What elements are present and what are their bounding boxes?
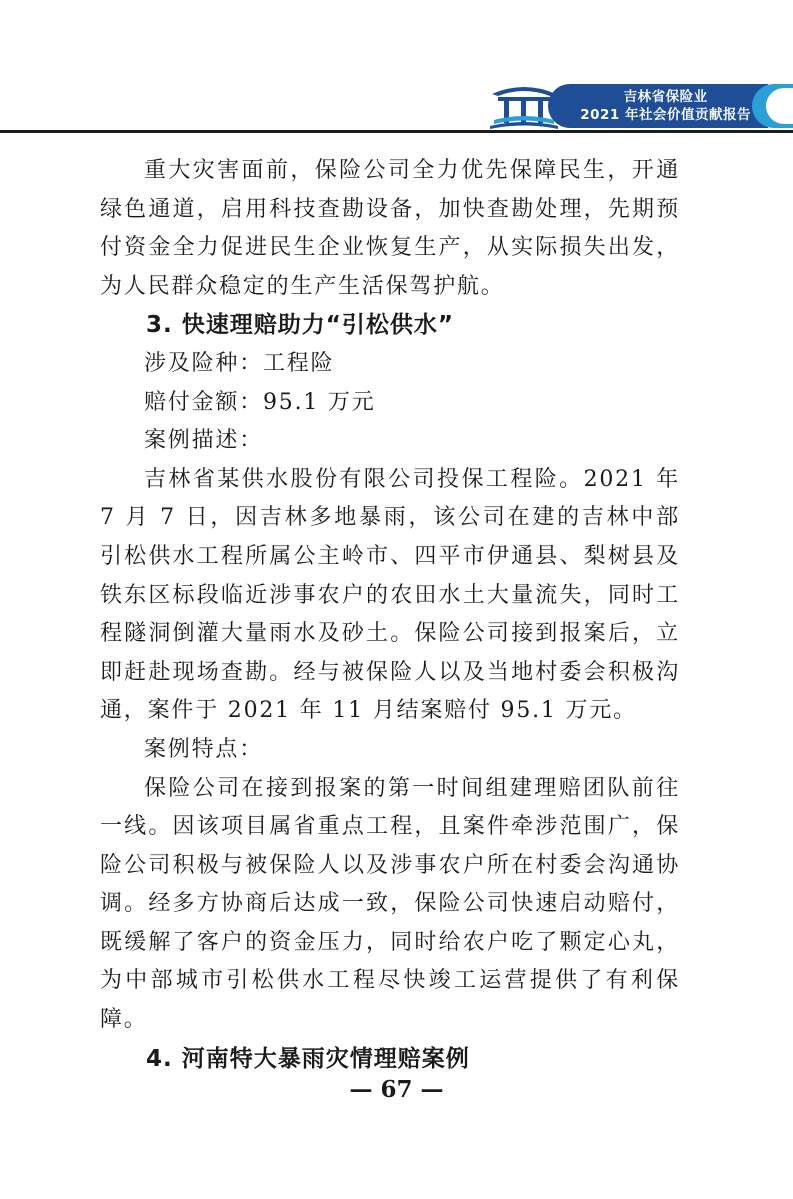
header-title-line1: 吉林省保险业	[623, 89, 708, 105]
page-header	[0, 0, 793, 140]
case-description-label: 案例描述：	[144, 428, 264, 454]
insurance-type-line: 涉及险种：工程险	[144, 350, 335, 376]
section-heading-3: 3. 快速理赔助力“引松供水”	[146, 312, 454, 339]
case-description: 吉林省某供水股份有限公司投保工程险。2021 年 7 月 7 日，因吉林多地暴雨，该公司在建的吉林中部引松供水工程所属公主岭市、四平市伊通县、梨树县及铁东区标段临近涉事农户的农田水土大量流失，同时工程隧洞倒灌大量雨水及砂土。保险公司接到报案后，立即赶赴现场查勘。经与被保险人以及当地村委会积极沟通，案件于 2021 年 11 月结案赔付 95.1 万元。	[100, 466, 680, 724]
case-feature: 保险公司在接到报案的第一时间组建理赔团队前往一线。因该项目属省重点工程，且案件牵涉范围广，保险公司积极与被保险人以及涉事农户所在村委会沟通协调。经多方协商后达成一致，保险公司快速启动赔付，既缓解了客户的资金压力，同时给农户吃了颗定心丸，为中部城市引松供水工程尽快竣工运营提供了有利保障。	[100, 775, 680, 1033]
paragraph-disaster-response: 重大灾害面前，保险公司全力优先保障民生，开通绿色通道，启用科技查勘设备，加快查勘处理，先期预付资金全力促进民生企业恢复生产，从实际损失出发，为人民群众稳定的生产生活保驾护航。	[100, 158, 680, 299]
section-heading-4: 4. 河南特大暴雨灾情理赔案例	[146, 1045, 470, 1072]
page-body	[100, 152, 680, 1078]
pavilion-logo-icon	[488, 76, 560, 130]
header-title-line2: 2021 年社会价值贡献报告	[580, 107, 751, 123]
case-feature-label: 案例特点：	[144, 736, 264, 762]
page-number: — 67 —	[349, 1076, 444, 1103]
header-title	[580, 88, 751, 124]
payout-amount-line: 赔付金额：95.1 万元	[144, 389, 376, 415]
header-divider	[0, 130, 793, 133]
